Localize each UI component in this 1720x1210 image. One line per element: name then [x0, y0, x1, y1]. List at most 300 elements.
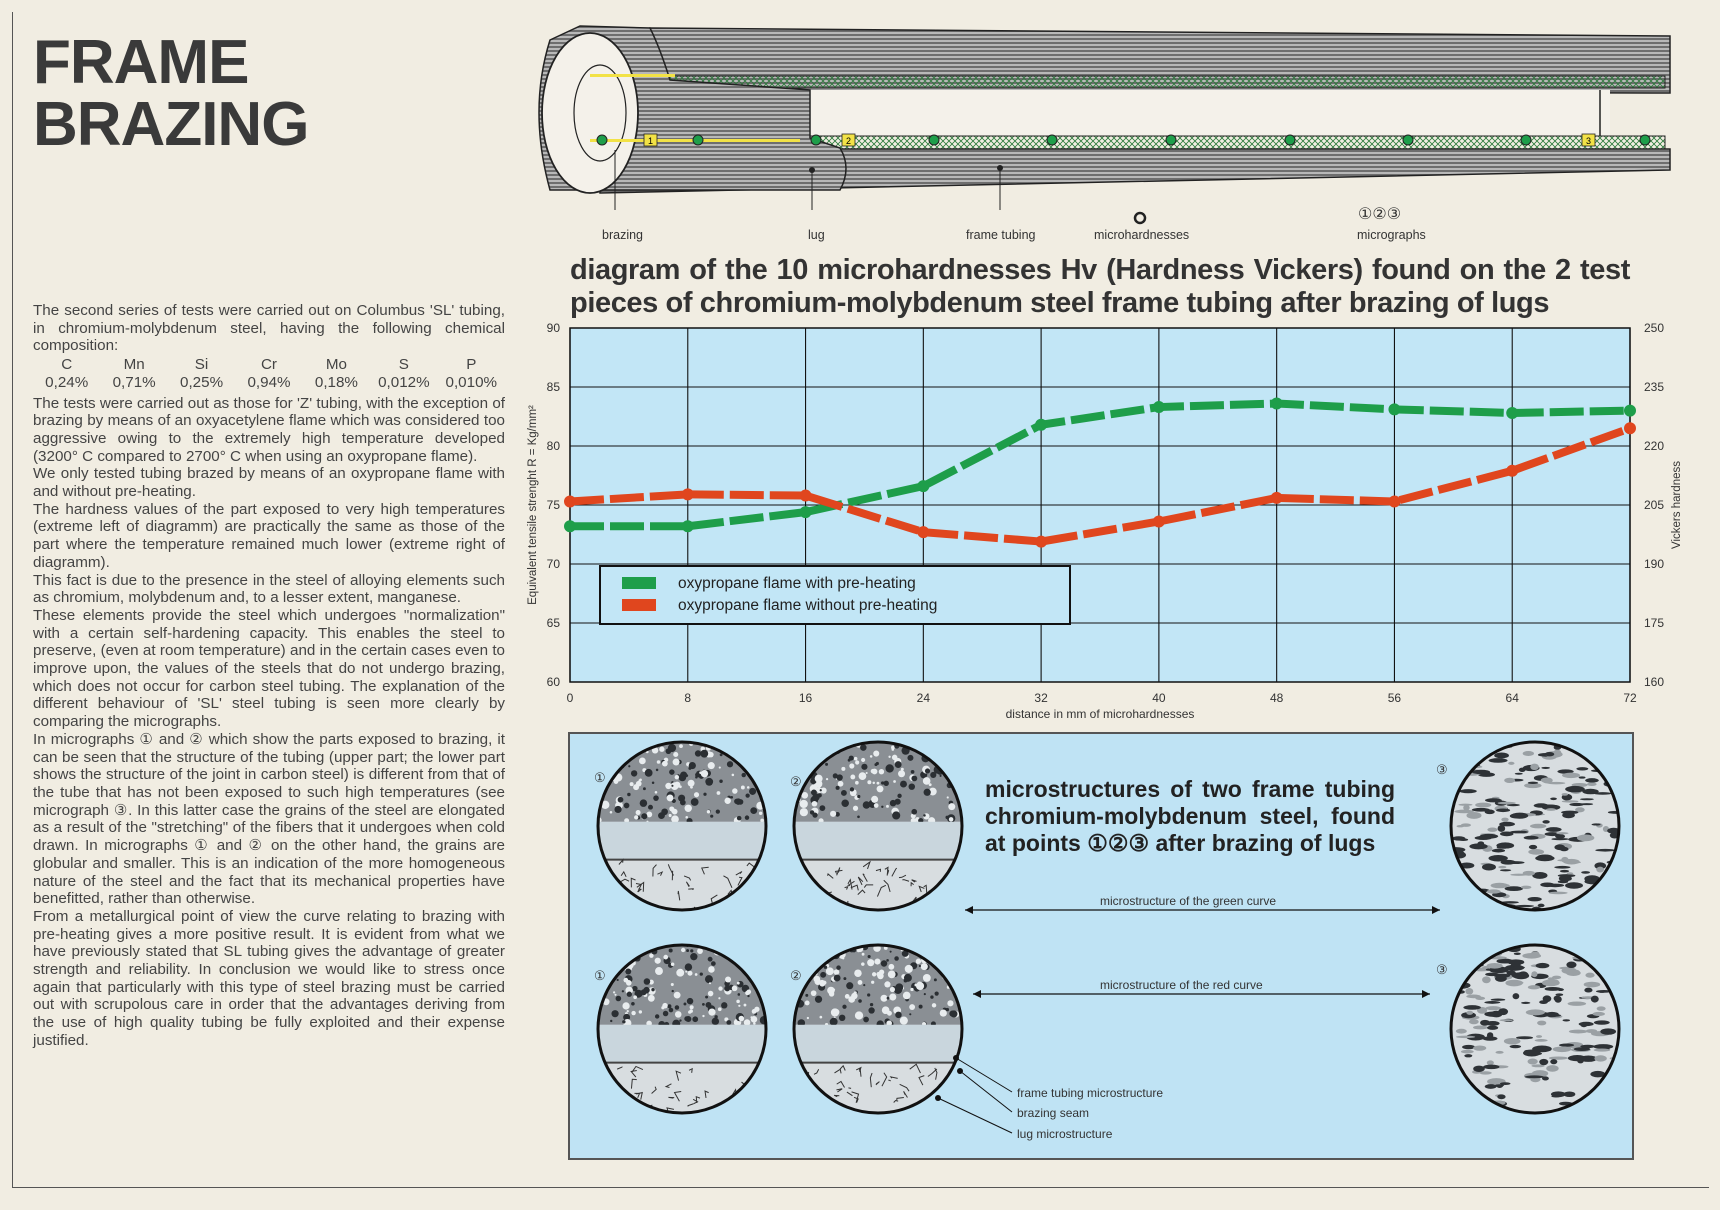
grain — [627, 1010, 629, 1012]
elongated-grain — [1485, 1006, 1501, 1010]
lug-grain — [603, 1083, 610, 1085]
grain — [628, 942, 636, 950]
grain — [812, 801, 818, 807]
grain — [747, 995, 749, 997]
elongated-grain — [1542, 820, 1549, 824]
elongated-grain — [1447, 1083, 1465, 1087]
elongated-grain — [1565, 786, 1585, 793]
data-point — [1153, 516, 1164, 527]
grain — [747, 786, 750, 789]
x-tick-label: 48 — [1269, 691, 1284, 705]
elongated-grain — [1597, 763, 1610, 766]
marker-2: 2 — [845, 136, 852, 146]
grain — [737, 956, 745, 964]
grain — [909, 783, 915, 789]
grain — [648, 805, 653, 810]
grain — [886, 959, 889, 962]
lug-grain — [753, 882, 759, 885]
comp-value: 0,24% — [45, 373, 89, 391]
grain — [752, 1009, 757, 1014]
grain — [688, 780, 695, 787]
grain — [663, 1011, 669, 1017]
lug-grain — [802, 893, 805, 899]
lug-grain — [953, 904, 959, 909]
elongated-grain — [1584, 988, 1592, 993]
composition-table — [33, 356, 505, 391]
elongated-grain — [1536, 1035, 1542, 1038]
elongated-grain — [1505, 861, 1525, 864]
grain — [945, 963, 949, 967]
grain — [640, 799, 647, 806]
y-axis-label: Equivalent tensile strenght R = Kg/mm² — [527, 405, 539, 605]
grain — [877, 782, 880, 785]
grain — [636, 810, 641, 815]
grain — [735, 798, 741, 804]
grain — [680, 800, 686, 806]
grain — [947, 1000, 953, 1006]
elongated-grain — [1466, 1011, 1473, 1015]
elongated-grain — [1580, 1101, 1598, 1104]
elongated-grain — [1451, 968, 1463, 972]
comp-element: Si — [194, 356, 209, 374]
grain — [679, 744, 683, 748]
grain — [708, 957, 713, 962]
elongated-grain — [1465, 988, 1473, 995]
elongated-grain — [1499, 822, 1515, 827]
grain — [692, 1016, 698, 1022]
elongated-grain — [1466, 812, 1481, 819]
lug-grain — [624, 1108, 630, 1119]
grain — [674, 992, 681, 999]
grain — [942, 759, 947, 764]
elongated-grain — [1530, 824, 1546, 829]
grain — [854, 790, 857, 793]
grain — [841, 790, 847, 796]
lug-grain — [630, 1102, 637, 1107]
grain — [803, 952, 808, 957]
circle-number-1-top: ① — [594, 770, 606, 785]
y2-tick-label: 250 — [1644, 321, 1665, 335]
grain — [940, 1009, 947, 1016]
grain — [624, 946, 631, 953]
chart-title: diagram of the 10 microhardnesses Hv (Hardness Vickers) found on the 2 test pieces of chromium-molybdenum steel frame tubing after brazing of lugs — [570, 254, 1630, 319]
y-tick-label: 85 — [546, 380, 560, 394]
data-point — [1625, 405, 1636, 416]
grain — [836, 965, 841, 970]
grain — [874, 763, 877, 766]
grain — [671, 809, 676, 814]
elongated-grain — [1452, 1079, 1460, 1084]
grain — [612, 943, 620, 951]
grain — [611, 1010, 618, 1017]
grain — [745, 815, 749, 819]
elongated-grain — [1485, 1084, 1497, 1089]
grain — [689, 762, 696, 769]
elongated-grain — [1452, 836, 1465, 840]
elongated-grain — [1537, 1021, 1546, 1026]
elongated-grain — [1521, 886, 1532, 889]
elongated-grain — [1608, 943, 1626, 948]
grain — [867, 993, 870, 996]
elongated-grain — [1508, 762, 1514, 765]
elongated-grain — [1514, 953, 1521, 956]
grain — [815, 979, 821, 985]
grain — [819, 805, 825, 811]
grain — [727, 761, 733, 767]
grain — [686, 949, 689, 952]
grain — [707, 810, 710, 813]
elongated-grain — [1595, 849, 1615, 852]
grain — [848, 996, 855, 1003]
grain — [655, 791, 658, 794]
elongated-grain — [1482, 1110, 1495, 1116]
comp-element: C — [61, 356, 73, 374]
lug-grain — [745, 1109, 751, 1113]
legend-frame-tubing: frame tubing — [966, 228, 1036, 242]
grain — [820, 789, 822, 791]
grain — [759, 983, 763, 987]
elongated-grain — [1563, 1019, 1571, 1021]
grain — [809, 755, 816, 762]
lug-grain — [753, 900, 758, 909]
title-line-1: FRAME — [33, 28, 249, 97]
grain — [849, 756, 854, 761]
elongated-grain — [1448, 893, 1468, 896]
grain — [800, 800, 808, 808]
callout-lug: lug microstructure — [1017, 1127, 1113, 1141]
lug-grain — [960, 1110, 961, 1117]
grain — [634, 815, 638, 819]
elongated-grain — [1569, 969, 1580, 975]
page-title — [33, 28, 309, 159]
comp-element: Mo — [325, 356, 347, 374]
grain — [932, 1003, 936, 1007]
grain — [719, 766, 721, 768]
elongated-grain — [1568, 1002, 1587, 1006]
elongated-grain — [1550, 797, 1557, 800]
grain — [641, 989, 647, 995]
elongated-grain — [1528, 849, 1544, 855]
elongated-grain — [1488, 855, 1507, 861]
grain — [947, 738, 955, 746]
legend-brazing: brazing — [602, 228, 643, 242]
elongated-grain — [1489, 906, 1508, 909]
grain — [890, 951, 892, 953]
grain — [808, 951, 812, 955]
elongated-grain — [1452, 881, 1460, 887]
grain — [715, 742, 718, 745]
y-tick-label: 70 — [546, 557, 560, 571]
elongated-grain — [1531, 971, 1537, 977]
data-point — [1271, 398, 1282, 409]
grain — [626, 944, 628, 946]
grain — [827, 987, 835, 995]
grain — [745, 964, 748, 967]
elongated-grain — [1522, 953, 1541, 959]
grain — [718, 997, 720, 999]
elongated-grain — [1580, 798, 1594, 800]
grain — [685, 963, 692, 970]
elongated-grain — [1541, 767, 1550, 769]
grain — [894, 956, 899, 961]
frame-tubing-zone — [598, 742, 766, 822]
lug-grain — [712, 1109, 721, 1110]
elongated-grain — [1473, 1026, 1488, 1030]
grain — [690, 953, 697, 960]
grain — [842, 1005, 846, 1009]
grain — [951, 966, 956, 971]
grain — [821, 742, 829, 750]
grain — [724, 798, 730, 804]
grain — [900, 1017, 908, 1025]
grain — [935, 991, 939, 995]
grain — [839, 1015, 845, 1021]
grain — [861, 962, 864, 965]
elongated-grain — [1538, 904, 1545, 908]
grain — [661, 808, 668, 815]
x-tick-label: 24 — [916, 691, 931, 705]
x-tick-label: 56 — [1387, 691, 1402, 705]
elongated-grain — [1553, 1046, 1572, 1052]
elongated-grain — [1581, 897, 1591, 903]
data-point — [1625, 423, 1636, 434]
grain — [895, 761, 902, 768]
callout-dot — [953, 1055, 959, 1061]
x-tick-label: 16 — [798, 691, 813, 705]
grain — [657, 760, 661, 764]
grain — [691, 798, 699, 806]
grain — [796, 741, 804, 749]
elongated-grain — [1505, 980, 1522, 987]
circle-number-3-bottom: ③ — [1436, 962, 1448, 977]
grain — [631, 770, 637, 776]
elongated-grain — [1541, 778, 1552, 783]
arrow-head-left — [965, 906, 973, 914]
grain — [807, 1017, 809, 1019]
grain — [708, 966, 715, 973]
grain — [679, 1019, 681, 1021]
grain — [667, 1004, 671, 1008]
article-paragraph: This fact is due to the presence in the steel of alloying elements such as chromium, molybdenum and, to a lesser extent, manganese. — [33, 571, 505, 607]
elongated-grain — [1528, 985, 1540, 989]
elongated-grain — [1584, 982, 1600, 988]
grain — [621, 753, 625, 757]
grain — [736, 945, 744, 953]
grain — [950, 1010, 957, 1017]
grain — [697, 948, 703, 954]
grain — [665, 783, 671, 789]
grain — [680, 771, 687, 778]
grain — [617, 740, 624, 747]
grain — [651, 988, 654, 991]
grain — [606, 975, 610, 979]
y2-tick-label: 235 — [1644, 380, 1665, 394]
grain — [631, 1002, 635, 1006]
grain — [750, 1016, 752, 1018]
lug-grain — [829, 1105, 834, 1112]
tube-illustration — [520, 18, 1680, 208]
grain — [826, 967, 834, 975]
grain — [932, 743, 936, 747]
red-curve-label: microstructure of the red curve — [1100, 978, 1263, 992]
elongated-grain — [1604, 969, 1616, 974]
elongated-grain — [1567, 872, 1574, 874]
data-point — [1271, 492, 1282, 503]
elongated-grain — [1579, 1103, 1595, 1108]
grain — [700, 972, 703, 975]
grain — [723, 942, 730, 949]
grain — [850, 787, 854, 791]
grain — [843, 977, 846, 980]
elongated-grain — [1456, 1087, 1463, 1091]
grain — [815, 775, 823, 783]
grain — [805, 994, 808, 997]
grain — [738, 1005, 740, 1007]
elongated-grain — [1456, 1036, 1475, 1039]
grain — [805, 957, 813, 965]
comp-value: 0,25% — [180, 373, 224, 391]
grain — [873, 782, 875, 784]
grain — [798, 743, 806, 751]
grain — [812, 739, 819, 746]
grain — [849, 763, 854, 768]
grain — [874, 958, 880, 964]
grain — [760, 819, 764, 823]
grain — [624, 742, 632, 750]
grain — [806, 944, 810, 948]
grain — [855, 781, 859, 785]
grain — [800, 808, 808, 816]
elongated-grain — [1568, 1055, 1587, 1061]
brazing-seam-zone — [794, 1025, 962, 1063]
grain — [924, 789, 931, 796]
grain — [627, 992, 632, 997]
elongated-grain — [1506, 970, 1516, 975]
lug-grain — [601, 903, 607, 908]
elongated-grain — [1484, 1001, 1500, 1004]
grain — [792, 948, 797, 953]
elongated-grain — [1500, 884, 1510, 887]
grain — [911, 809, 917, 815]
grain — [673, 759, 680, 766]
grain — [762, 971, 769, 978]
grain — [669, 814, 672, 817]
grain — [729, 751, 732, 754]
title-line-2: BRAZING — [33, 90, 309, 159]
elongated-grain — [1461, 904, 1477, 907]
elongated-grain — [1596, 867, 1604, 873]
lug-grain — [613, 895, 617, 901]
grain — [923, 777, 931, 785]
grain — [872, 972, 876, 976]
elongated-grain — [1540, 882, 1554, 887]
grain — [858, 999, 862, 1003]
grain — [882, 1006, 890, 1014]
legend-lug: lug — [808, 228, 825, 242]
grain — [761, 741, 764, 744]
y2-tick-label: 175 — [1644, 616, 1665, 630]
grain — [941, 759, 946, 764]
grain — [669, 1008, 674, 1013]
lug-grain — [765, 884, 775, 885]
grain — [941, 765, 943, 767]
grain — [857, 815, 860, 818]
elongated-grain — [1604, 946, 1614, 951]
lug-grain — [949, 900, 955, 906]
grain — [871, 981, 874, 984]
grain — [764, 985, 766, 987]
elongated-grain — [1467, 1096, 1477, 1099]
elongated-grain — [1524, 836, 1539, 840]
elongated-grain — [1592, 902, 1600, 908]
grain — [712, 1018, 719, 1025]
grain — [859, 772, 867, 780]
lug-grain — [808, 1112, 817, 1119]
elongated-grain — [1585, 749, 1595, 752]
lug-grain — [813, 906, 819, 913]
y2-tick-label: 220 — [1644, 439, 1665, 453]
legend-swatch — [622, 577, 656, 589]
grain — [622, 739, 629, 746]
grain — [815, 996, 822, 1003]
grain — [618, 797, 624, 803]
grain — [614, 806, 621, 813]
grain — [717, 791, 721, 795]
elongated-grain — [1458, 1109, 1475, 1115]
x-tick-label: 40 — [1152, 691, 1166, 705]
elongated-grain — [1557, 988, 1564, 991]
grain — [685, 805, 692, 812]
grain — [946, 1008, 949, 1011]
grain — [811, 990, 817, 996]
grain — [685, 816, 688, 819]
grain — [644, 978, 651, 985]
elongated-grain — [1561, 811, 1578, 815]
elongated-grain — [1521, 1002, 1530, 1004]
grain — [881, 960, 887, 966]
lug-grain — [848, 1088, 851, 1089]
arrow-head-right — [1432, 906, 1440, 914]
elongated-grain — [1535, 855, 1554, 861]
elongated-grain — [1511, 963, 1521, 966]
grain — [640, 946, 643, 949]
grain — [826, 778, 828, 780]
data-point — [800, 507, 811, 518]
elongated-grain — [1599, 960, 1618, 964]
circle-number-2-bottom: ② — [790, 968, 802, 983]
elongated-grain — [1580, 1045, 1595, 1048]
elongated-grain — [1463, 1005, 1480, 1010]
grain — [675, 1005, 679, 1009]
elongated-grain — [1558, 874, 1576, 877]
y-tick-label: 75 — [546, 498, 560, 512]
lug-grain — [749, 1085, 750, 1092]
elongated-grain — [1597, 1006, 1606, 1011]
elongated-grain — [1558, 880, 1569, 883]
grain — [836, 786, 840, 790]
elongated-grain — [1581, 871, 1590, 874]
grain — [870, 1003, 873, 1006]
grain — [897, 794, 901, 798]
grain — [838, 741, 841, 744]
grain — [707, 742, 709, 744]
elongated-grain — [1587, 783, 1597, 786]
elongated-grain — [1561, 857, 1568, 863]
elongated-grain — [1454, 810, 1474, 814]
grain — [812, 812, 817, 817]
grain — [616, 996, 622, 1002]
elongated-grain — [1464, 1097, 1482, 1103]
